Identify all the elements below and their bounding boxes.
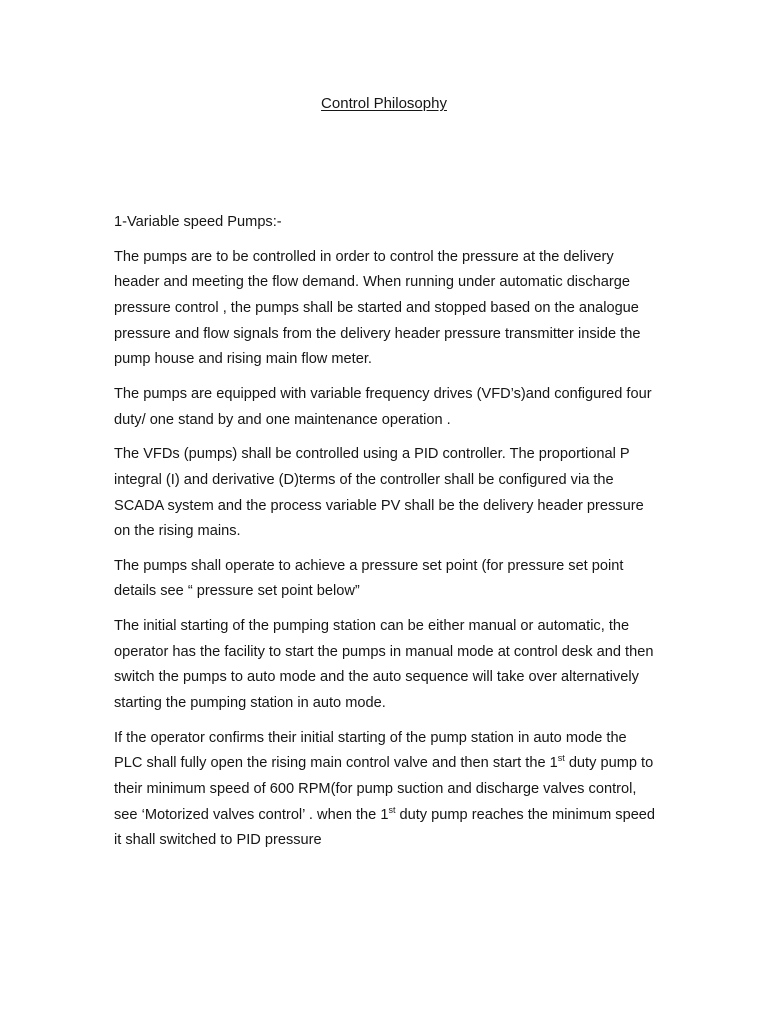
paragraph-pid-controller: The VFDs (pumps) shall be controlled using a PID controller. The proportional P integral (I) and derivative (D)terms of the controller shall be configured via the SCADA system and the process variable PV shall be the delivery header pressure on the rising mains. — [114, 446, 644, 540]
plc-term: PLC — [114, 755, 143, 772]
paragraph-auto-start — [114, 726, 659, 854]
speed-value: 600 — [269, 781, 295, 797]
paragraph-set-point: The pumps shall operate to achieve a pressure set point (for pressure set point details see “ pressure set point below” — [114, 557, 624, 600]
text-segment: duty pump to their minimum speed of — [114, 755, 654, 797]
page-title-text: Control Philosophy — [321, 95, 447, 112]
page-title — [0, 94, 768, 114]
text-segment: duty pump reaches the minimum speed it shall switched to PID pressure — [114, 806, 656, 849]
ordinal-superscript: st — [557, 753, 565, 764]
paragraph-initial-starting: The initial starting of the pumping station can be either manual or automatic, the operator has the facility to start the pumps in manual mode at control desk and then switch the pumps to auto mode and the auto sequence will take over alternatively starting the pumping station in auto mode. — [114, 618, 654, 712]
section-heading: 1-Variable speed Pumps:- — [114, 214, 282, 230]
text-segment: RPM(for pump suction and discharge valves control, see ‘Motorized valves control’ . when the 1 — [114, 781, 637, 823]
document-body — [114, 210, 659, 863]
ordinal-superscript: st — [388, 804, 396, 815]
paragraph-pressure-control: The pumps are to be controlled in order to control the pressure at the delivery header and meeting the flow demand. When running under automatic discharge pressure control , the pumps shall be started and stopped based on the analogue pressure and flow signals from the delivery header pressure transmitter inside the pump house and rising main flow meter. — [114, 248, 641, 368]
paragraph-vfd: The pumps are equipped with variable frequency drives (VFD’s)and configured four duty/ one stand by and one maintenance operation . — [114, 385, 652, 428]
text-segment: If the operator confirms their initial starting of the pump station in auto mode the — [114, 729, 627, 746]
text-segment: shall fully open the rising main control valve and then start the 1 — [142, 755, 558, 772]
